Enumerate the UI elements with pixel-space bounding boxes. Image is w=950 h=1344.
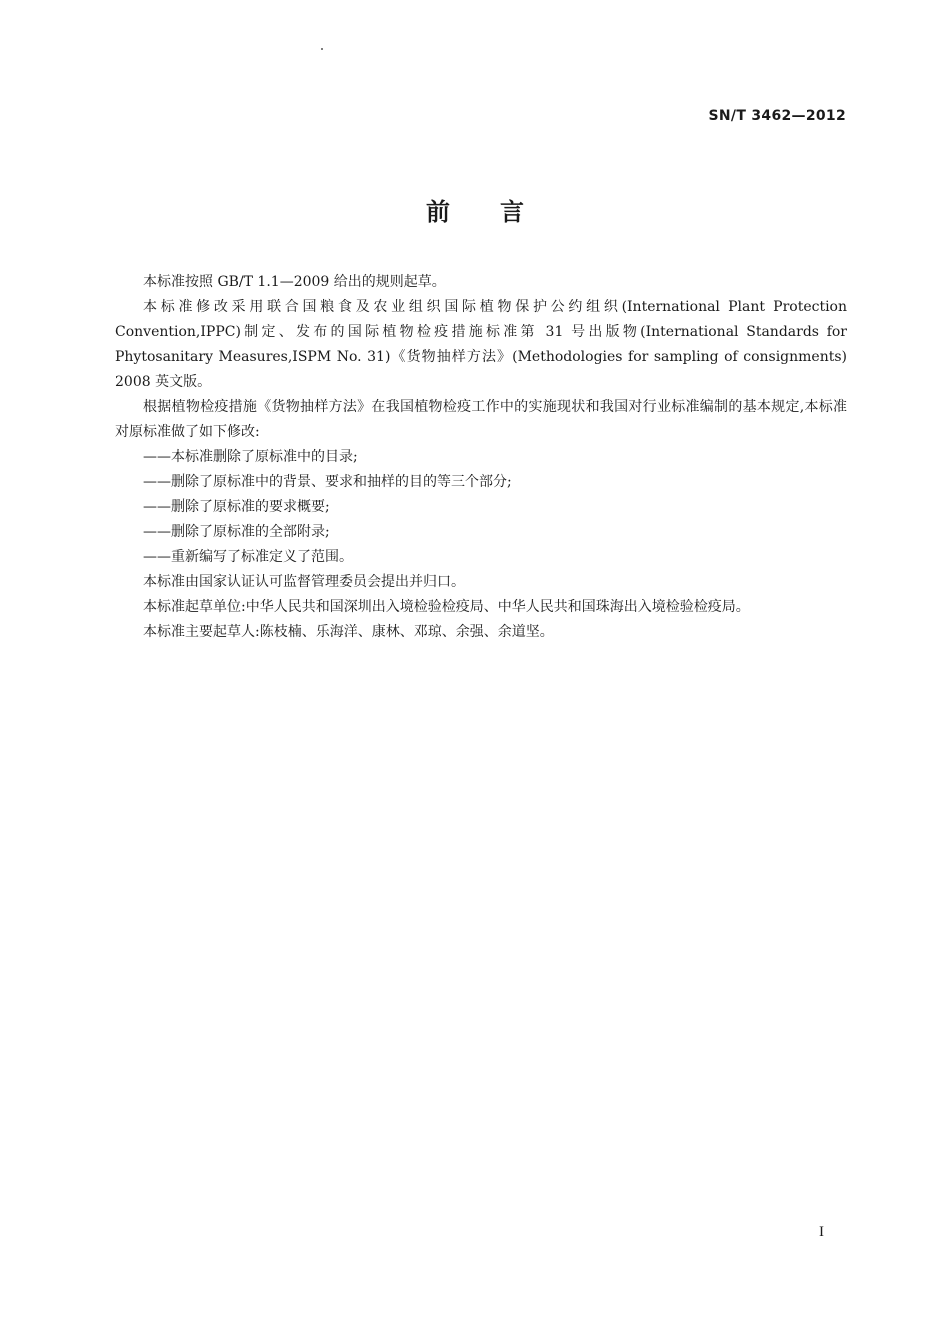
paragraph-drafters: 本标准主要起草人:陈枝楠、乐海洋、康林、邓琼、余强、余道坚。 <box>143 624 554 640</box>
list-item: ——删除了原标准中的背景、要求和抽样的目的等三个部分; <box>143 474 512 490</box>
scan-speck <box>321 48 323 50</box>
list-item: ——重新编写了标准定义了范围。 <box>143 549 353 565</box>
list-item: ——删除了原标准的全部附录; <box>143 524 330 540</box>
page-title: 前言 <box>426 198 574 226</box>
page-number: I <box>819 1224 824 1240</box>
paragraph-adoption: 本标准修改采用联合国粮食及农业组织国际植物保护公约组织(International Plant Protection Convention,IPPC)制定、发布的国际植物检疫措施标准第 31 号出版物(International Standards for Phytosanitary Measures,ISPM No. 31)《货物抽样方法》(Methodologies for sampling of consignments) 2008 英文版。 <box>115 299 847 390</box>
paragraph-drafting-units: 本标准起草单位:中华人民共和国深圳出入境检验检疫局、中华人民共和国珠海出入境检验检疫局。 <box>143 599 750 615</box>
standard-number: SN/T 3462—2012 <box>708 108 846 124</box>
list-item: ——删除了原标准的要求概要; <box>143 499 330 515</box>
paragraph-proposer: 本标准由国家认证认可监督管理委员会提出并归口。 <box>143 574 465 590</box>
paragraph-modifications-intro: 根据植物检疫措施《货物抽样方法》在我国植物检疫工作中的实施现状和我国对行业标准编制的基本规定,本标准对原标准做了如下修改: <box>115 399 847 440</box>
paragraph-drafting-rules: 本标准按照 GB/T 1.1—2009 给出的规则起草。 <box>143 274 446 290</box>
foreword-body <box>115 270 847 645</box>
list-item: ——本标准删除了原标准中的目录; <box>143 449 358 465</box>
